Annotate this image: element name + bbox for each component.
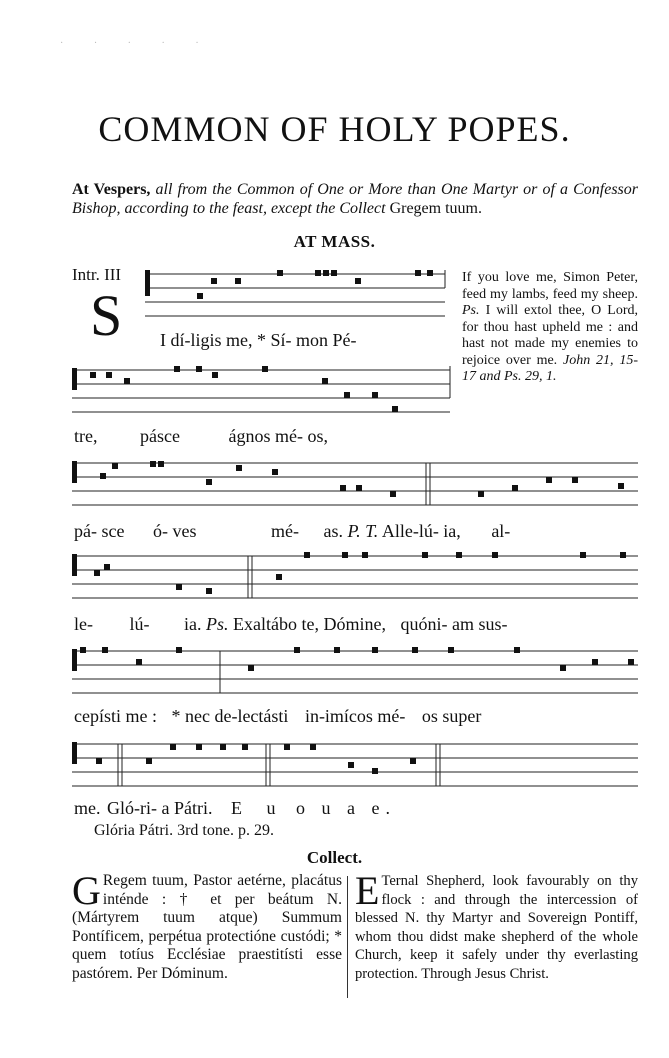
chant-staff-6 [72,738,640,798]
page-title: COMMON OF HOLY POPES. [98,109,571,149]
lyric-syllable: ó- ves [152,521,197,541]
introit-initial: S [90,283,123,348]
lyric-syllable: tre, [74,426,98,446]
lyric-syllable: * nec de-lectásti [171,706,289,726]
lyric-syllable: me. [74,798,101,818]
lyric-syllable: lú- [129,614,150,634]
rubric-tail: Gregem tuum. [389,200,482,217]
lyric-line-5 [74,706,481,727]
translation-psalm: I will extol thee, O Lord, for thou hast upheld me : and hast not made my enemies to rejoice over me. [462,303,639,368]
gloria-patri-reference: Glória Pátri. 3rd tone. p. 29. [94,822,274,839]
lyric-syllable: as. [323,521,343,541]
chant-staff-1 [145,270,450,330]
lyric-syllable: le- [74,614,93,634]
lyric-syllable: ágnos mé- os, [228,426,328,446]
lyric-line-1: I dí-ligis me, * Sí- mon Pé- [160,330,357,350]
lyric-syllable: cepísti me : [74,706,157,726]
lyric-syllable: pásce [139,426,180,446]
translation-text: If you love me, Simon Peter, feed my lambs, feed my sheep. [462,270,638,302]
translation-ps-label: Ps. [462,303,480,318]
introit-translation [462,270,638,386]
collect-english-initial: E [355,868,380,913]
chant-staff-4 [72,550,640,610]
lyric-syllable: o u a e. [295,798,396,818]
lyric-line-3 [74,521,510,542]
lyric-line-6 [74,798,396,819]
chant-staff-5 [72,645,640,705]
lyric-rubric: Ps. [205,614,229,634]
collect-latin-text: Regem tuum, Pastor aetérne, placátus inténde : † et per beátum N. (Mártyrem tuum atque) Summum Pontíficem, perpétua protectióne custódi; * quem totíus Ecclésiae praestitísti esse pastórem. Per Dóminum. [72,872,342,982]
collect-heading: Collect. [306,848,363,867]
lyric-syllable: mé- [270,521,299,541]
rubric-lead: At Vespers, [72,181,151,198]
lyric-rubric: P. T. [347,521,379,541]
rubric-collect-word: Collect [339,200,386,217]
lyric-syllable: Alle-lú- ia, [381,521,461,541]
lyric-syllable: os super [421,706,482,726]
page-speckles: · · · · · [60,38,213,49]
lyric-syllable: quóni- am sus- [400,614,508,634]
lyric-syllable: Exaltábo te, Dómine, [232,614,386,634]
lyric-syllable: ia. [183,614,202,634]
chant-staff-3 [72,455,640,515]
section-heading-at-mass: AT MASS. [293,232,376,251]
chant-staff-2 [72,362,452,422]
collect-latin [72,868,342,983]
column-divider [347,876,348,998]
rubric-italic: all from the Common of One or More than One Martyr or of a Confessor Bishop, according to the feast, except the [72,181,639,217]
collect-english [355,868,638,983]
lyric-syllable: al- [491,521,511,541]
introit-label: Intr. III [72,265,122,284]
lyric-syllable: Gló-ri- a Pátri. [107,798,213,818]
lyric-syllable: in-imícos mé- [304,706,406,726]
translation-reference: John 21, 15-17 and Ps. 29, 1. [462,352,638,384]
collect-english-text: Ternal Shepherd, look favourably on thy flock : and through the intercession of blessed N. thy Martyr and Sovereign Pontiff, whom thou didst make shepherd of the whole Church, keep it safely under thy everlasting protection. Through Jesus Christ. [355,873,638,982]
lyric-syllable: E u [230,798,286,818]
collect-latin-initial: G [72,868,101,913]
vespers-rubric [72,180,638,218]
lyric-line-4 [74,614,507,635]
lyric-syllable: pá- sce [74,521,125,541]
lyric-line-2 [74,426,328,447]
